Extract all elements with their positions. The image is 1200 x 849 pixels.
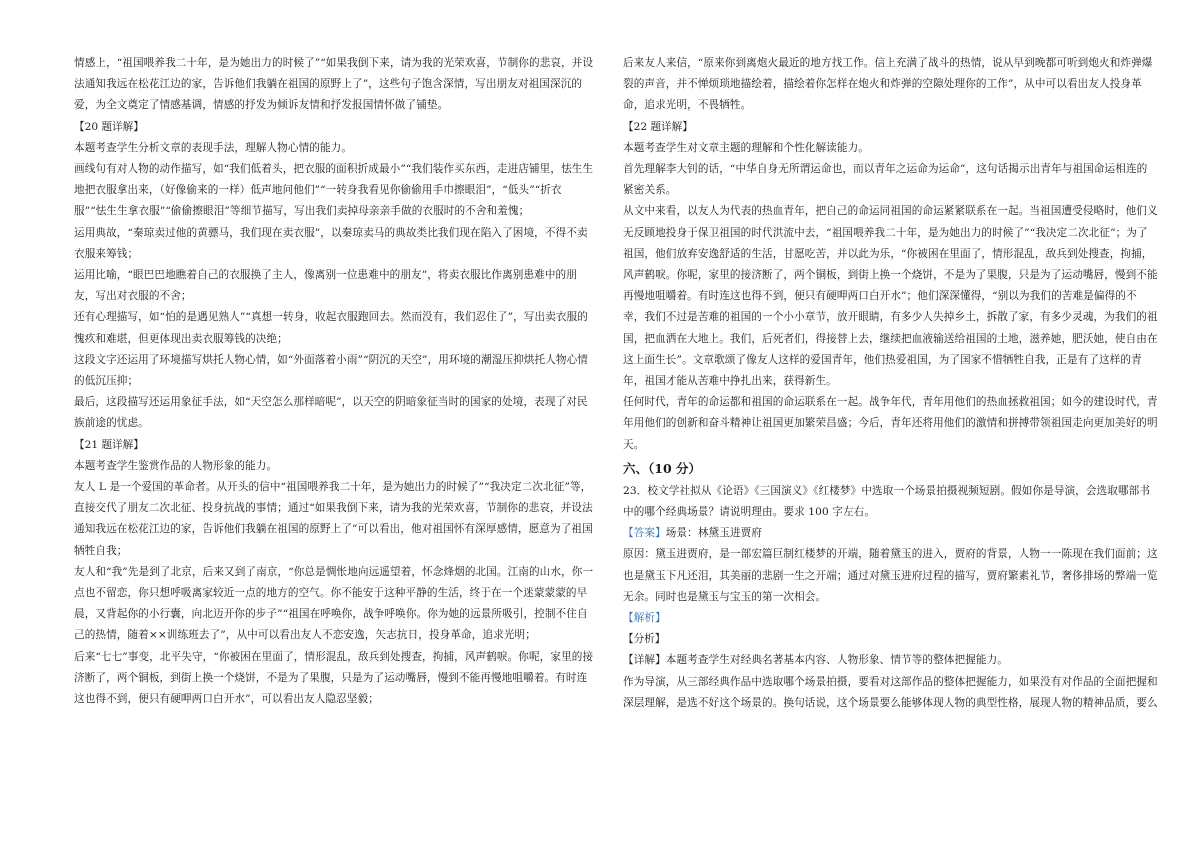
paragraph: 这段文字还运用了环境描写烘托人物心情，如“外面落着小雨”“阴沉的天空”，用环境的潮湿压抑烘托人物心情的低沉压抑； — [74, 353, 588, 388]
heading-text: 【21 题详解】 — [74, 438, 144, 451]
paragraph: 从文中来看，以友人为代表的热血青年，把自己的命运同祖国的命运紧紧联系在一起。当祖国遭受侵略时，他们义无反顾地投身于保卫祖国的时代洪流中去，“祖国喂养我二十年，是为她出力的时候了”“我决定二次北征”；为了祖国，他们放弃安逸舒适的生活，甘愿吃苦，并以此为乐，“你被困在里面了，情形混乱，敌兵到处搜查，拘捕，风声鹤唳。你呢，家里的接济断了，两个铜板，到街上换一个烧饼，不是为了果腹，只是为了运动嘴唇，慢到不能再慢地咀嚼着。有时连这也得不到，便只有硬呷两口白开水”；他们深深懂得，“别以为我们的苦难是偏得的不幸，我们不过是苦难的祖国的一个小小章节，放开眼睛，有多少人失掉乡土，拆散了家，有多少灵魂，为我们的祖国，把血洒在大地上。我们，后死者们，得接替上去，继续把血液输送给祖国的土地，滋养她，肥沃她，使自由在这上面生长”。文章歌颂了像友人这样的爱国青年，他们热爱祖国，为了国家不惜牺牲自我，正是有了这样的青年，祖国才能从苦难中挣扎出来，获得新生。 — [623, 205, 1158, 388]
section-heading — [623, 117, 1158, 138]
heading-text: 【20 题详解】 — [74, 120, 144, 133]
paragraph: 首先理解李大钊的话，“中华自身无所谓运命也，而以青年之运命为运命”，这句话揭示出青年与祖国命运相连的紧密关系。 — [623, 163, 1148, 197]
answer-text: 场景：林黛玉进贾府 — [665, 527, 763, 540]
answer-tag: 【答案】 — [623, 527, 666, 540]
paragraph: 友人 L 是一个爱国的革命者。从开头的信中“祖国喂养我二十年，是为她出力的时候了”“我决定二次北征”等，直接交代了朋友二次北征、投身抗战的事情；通过“如果我倒下来，请为我的光荣欢喜，节制你的悲哀，并设法通知我远在松花江边的家，告诉他们我躺在祖国的原野上了”可以看出，他对祖国怀有深厚感情，愿意为了祖国牺牲自我； — [74, 481, 593, 557]
part-title: 六、（10 分） — [623, 460, 701, 476]
section-heading — [74, 117, 594, 138]
paragraph: 作为导演，从三部经典作品中选取哪个场景拍摄，要看对这部作品的整体把握能力，如果没有对作品的全面把握和深层理解，是选不好这个场景的。换句话说，这个场景要么能够体现人物的典型性格，展现人物的精神品质，要么 — [623, 675, 1158, 709]
paragraph: 还有心理描写，如“怕的是遇见熟人”“真想一转身，收起衣服跑回去。然而没有，我们忍住了”，写出卖衣服的愧疚和难堪，但更体现出卖衣服筹钱的决绝； — [74, 311, 588, 345]
paragraph: 最后，这段描写还运用象征手法，如“天空怎么那样暗呢”，以天空的阴暗象征当时的国家的处境，表现了对民族前途的忧虑。 — [74, 396, 588, 430]
paragraph: 情感上，“祖国喂养我二十年，是为她出力的时候了”“如果我倒下来，请为我的光荣欢喜，节制你的悲哀，并设法通知我远在松花江边的家，告诉他们我躺在祖国的原野上了”，这些句子饱含深情，写出朋友对祖国深沉的爱，为全文奠定了情感基调，情感的抒发为倾诉友情和抒发报国情怀做了铺垫。 — [74, 57, 594, 112]
section-heading — [74, 435, 594, 456]
heading-text: 【分析】 — [623, 633, 666, 646]
paragraph: 运用典故，“秦琼卖过他的黄骠马，我们现在卖衣服”，以秦琼卖马的典故类比我们现在陷入了困境，不得不卖衣服来筹钱； — [74, 226, 588, 260]
paragraph: 运用比喻，“眼巴巴地瞧着自己的衣服换了主人，像离别一位患难中的朋友”，将卖衣服比作离别患难中的朋友，写出对衣服的不舍； — [74, 269, 577, 303]
paragraph: 本题考查学生对文章主题的理解和个性化解读能力。 — [623, 141, 869, 154]
paragraph: 友人和“我”先是到了北京，后来又到了南京，“你总是惆怅地向远遥望着，怀念烽烟的北国。江南的山水，你一点也不留恋，你只想呼吸离家较近一点的地方的空气。你不能安于这种平静的生活，终于在一个迷蒙蒙蒙的早晨，又背起你的小行囊，向北迈开你的步子”“祖国在呼唤你，战争呼唤你。你为她的远景所吸引，控制不住自己的热情，随着××训练班去了”，从中可以看出友人不恋安逸，矢志抗日，投身革命，追求光明； — [74, 565, 594, 642]
analysis-tag: 【解析】 — [623, 612, 666, 625]
paragraph: 23．校文学社拟从《论语》《三国演义》《红楼梦》中选取一个场景拍摄视频短剧。假如你是导演，会选取哪部书中的哪个经典场景？请说明理由。要求 100 字左右。 — [623, 484, 1151, 519]
paragraph: 任何时代，青年的命运都和祖国的命运联系在一起。战争年代，青年用他们的热血拯救祖国；如今的建设时代，青年用他们的创新和奋斗精神让祖国更加繁荣昌盛；今后，青年还将用他们的激情和拼搏带领祖国走向更加美好的明天。 — [623, 396, 1158, 451]
paragraph: 本题考查学生分析文章的表现手法，理解人物心情的能力。 — [74, 141, 353, 154]
answer-line — [623, 523, 1158, 544]
paragraph: 画线句有对人物的动作描写，如“我们低着头，把衣服的面积折成最小”“我们装作买东西，走进店铺里，怯生生地把衣服拿出来，（好像偷来的一样）低声地问他们”“一转身我看见你偷偷用手巾擦眼泪”，“低头”“折衣服”“怯生生拿衣服”“偷偷擦眼泪”等细节描写，写出我们卖掉母亲亲手做的衣服时的不舍和羞愧； — [74, 163, 594, 218]
paragraph: 【详解】本题考查学生对经典名著基本内容、人物形象、情节等的整体把握能力。 — [623, 654, 1008, 667]
section-heading — [623, 629, 1158, 650]
right-column — [623, 53, 1158, 714]
paragraph: 本题考查学生鉴赏作品的人物形象的能力。 — [74, 459, 278, 472]
paragraph: 后来友人来信，“原来你到离炮火最近的地方找工作。信上充满了战斗的热情，说从早到晚都可听到炮火和炸弹爆裂的声音，并不惮烦琐地描绘着，描绘着你怎样在炮火和炸弹的空隙处理你的工作”，从中可以看出友人投身革命，追求光明，不畏牺牲。 — [623, 57, 1153, 112]
paragraph: 原因：黛玉进贾府，是一部宏篇巨制红楼梦的开端，随着黛玉的进入，贾府的背景，人物一一陈现在我们面前；这也是黛玉下凡还泪，其美丽的悲剧一生之开端；通过对黛玉进府过程的描写，贾府繁素礼节，奢侈排场的弊端一览无余。同时也是黛玉与宝玉的第一次相会。 — [623, 548, 1158, 603]
heading-text: 【22 题详解】 — [623, 120, 693, 133]
paragraph: 后来“七七”事变，北平失守，“你被困在里面了，情形混乱，敌兵到处搜查，拘捕，风声鹤唳。你呢，家里的接济断了，两个铜板，到街上换一个烧饼，不是为了果腹，只是为了运动嘴唇，慢到不能再慢地咀嚼着。有时连这也得不到，便只有硬呷两口白开水”，可以看出友人隐忍坚毅； — [74, 650, 594, 706]
left-column — [74, 53, 594, 710]
